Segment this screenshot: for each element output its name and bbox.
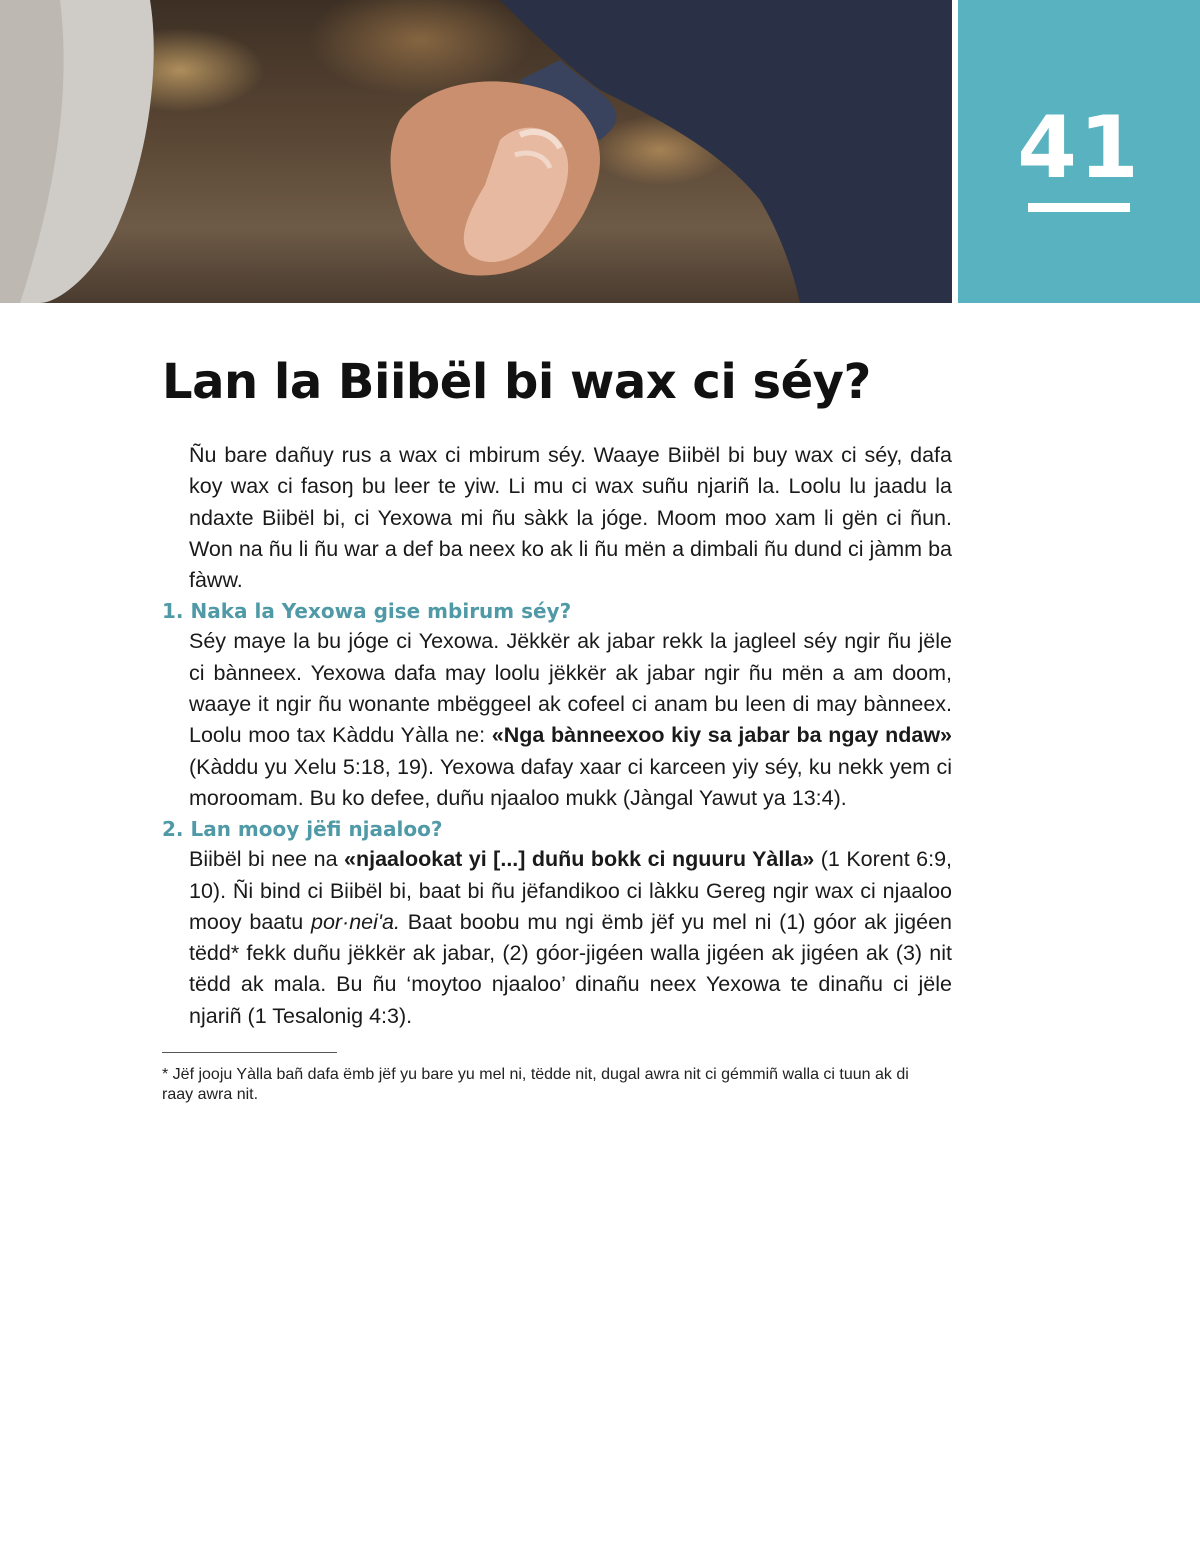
hands-illustration xyxy=(0,0,952,303)
lesson-number-underline xyxy=(1028,203,1130,212)
lesson-number: 41 xyxy=(1017,98,1141,198)
footnote: * Jëf jooju Yàlla bañ dafa ëmb jëf yu bare yu mel ni, tëdde nit, dugal awra nit ci gémmiñ walla ci tuun ak di raay awra nit. xyxy=(162,1066,909,1104)
intro-paragraph: Ñu bare dañuy rus a wax ci mbirum séy. Waaye Biibël bi buy wax ci séy, dafa koy wax ci fasoŋ bu leer te yiw. Li mu ci wax suñu njariñ la. Loolu lu jaadu la ndaxte Biibël bi, ci Yexowa mi ñu sàkk la jóge. Moom moo xam li gën ci ñun. Won na ñu li ñu war a def ba neex ko ak li ñu mën a dimbali ñu dund ci jàmm ba fàww. xyxy=(189,443,952,593)
question-2-text-c: Baat boobu mu ngi ëmb jëf yu mel ni (1) góor ak jigéen tëdd* fekk duñu jëkkër ak jabar, (2) góor-jigéen walla jigéen ak jigéen ak (3) nit tëdd ak mala. Bu ñu ‘moytoo njaaloo’ dinañu neex Yexowa te dinañu ci jële njariñ (1 Tesalonig 4:3). xyxy=(189,909,952,1028)
footnote-divider xyxy=(162,1052,337,1053)
page-title: Lan la Biibël bi wax ci séy? xyxy=(162,354,871,410)
question-1-heading: 1. Naka la Yexowa gise mbirum séy? xyxy=(162,599,572,624)
lesson-number-badge xyxy=(958,0,1200,303)
question-1-text-a: Séy maye la bu jóge ci Yexowa. Jëkkër ak jabar rekk la jagleel séy ngir ñu jële ci bànneex. Yexowa dafa may loolu jëkkër ak jabar ngir ñu mën a am doom, waaye it ngir ñu wonante mbëggeel ak cofeel ci anam bu leen di may bànneex. Loolu moo tax Kàddu Yàlla ne: xyxy=(189,629,952,748)
question-1-scripture-quote: «Nga bànneexoo kiy sa jabar ba ngay ndaw» xyxy=(491,723,952,748)
question-2-scripture-quote: «njaalookat yi [...] duñu bokk ci nguuru Yàlla» xyxy=(344,847,815,872)
question-2-paragraph xyxy=(189,844,952,1032)
question-2-heading: 2. Lan mooy jëfi njaaloo? xyxy=(162,817,443,842)
question-1-text-b: (Kàddu yu Xelu 5:18, 19). Yexowa dafay xaar ci karceen yiy séy, ku nekk yem ci moroomam. Bu ko defee, duñu njaaloo mukk (Jàngal Yawut ya 13:4). xyxy=(189,754,952,810)
article-body xyxy=(162,440,952,1105)
question-2-text-b: (1 Korent 6:9, 10). Ñi bind ci Biibël bi, baat bi ñu jëfandikoo ci làkku Gereg ngir wax ci njaaloo mooy baatu xyxy=(189,847,952,934)
question-1-paragraph xyxy=(189,626,952,814)
greek-term: por·neiʹa. xyxy=(310,909,400,934)
header-photo xyxy=(0,0,952,303)
question-2-text-a: Biibël bi nee na xyxy=(189,847,345,872)
